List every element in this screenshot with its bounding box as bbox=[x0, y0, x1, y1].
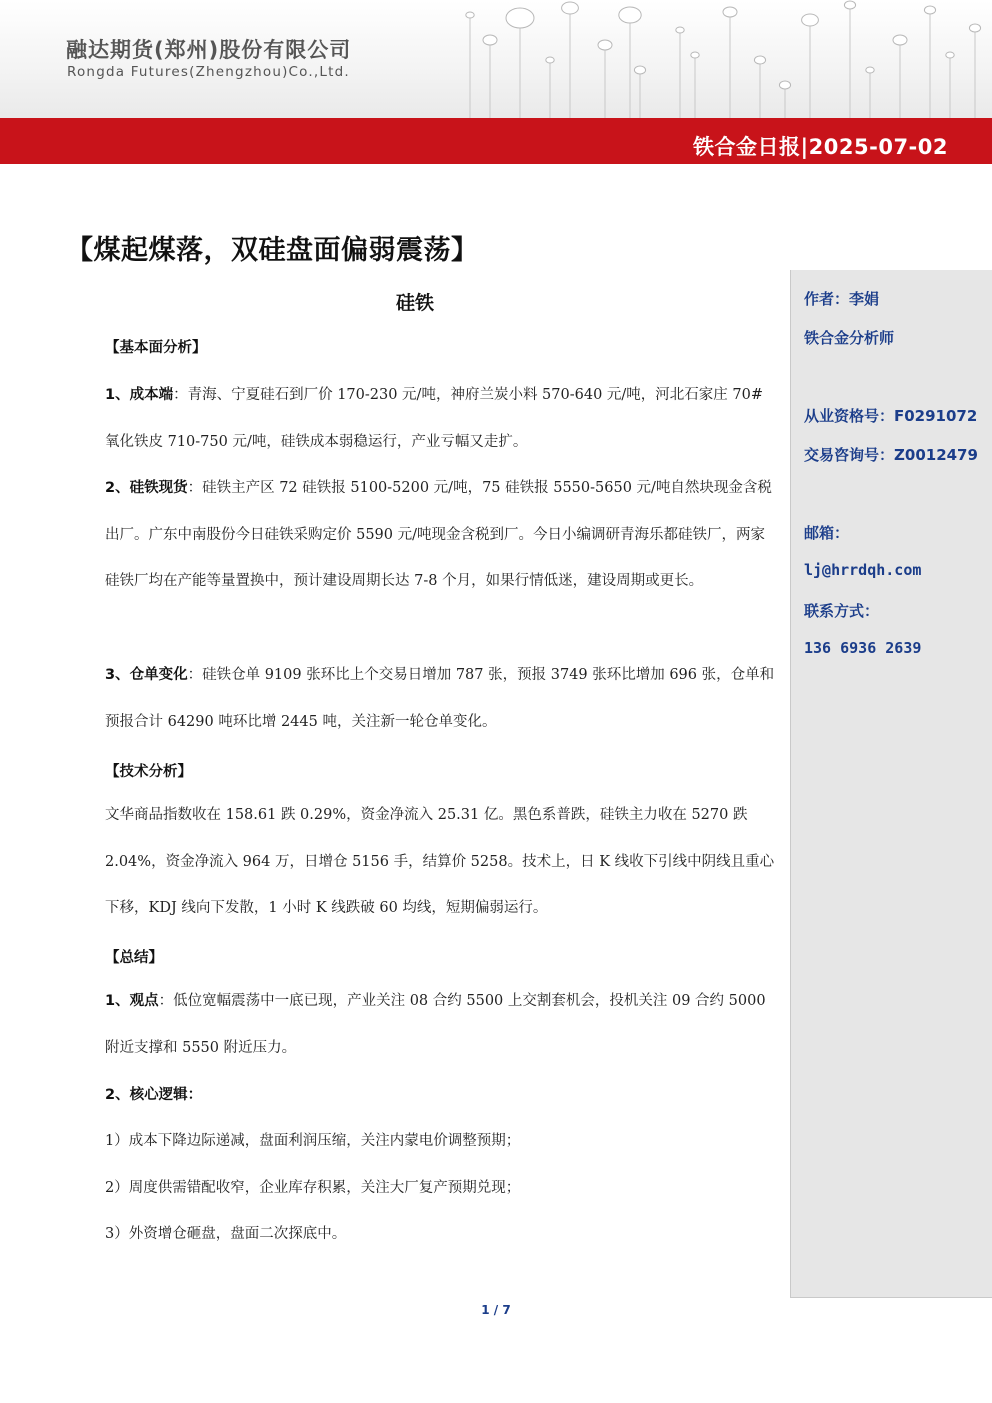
paragraph-text: ：青海、宁夏硅石到厂价 170-230 元/吨，神府兰炭小料 570-640 元/吨，河北石家庄 70#氧化铁皮 710-750 元/吨，硅铁成本弱稳运行，产业亏幅又走扩。 bbox=[105, 387, 764, 450]
paragraph-lead: 2、核心逻辑： bbox=[105, 1087, 203, 1103]
list-item: 3）外资增仓砸盘，盘面二次探底中。 bbox=[105, 1226, 347, 1242]
page-number: 1 / 7 bbox=[481, 1303, 511, 1317]
paragraph-logic-heading bbox=[67, 1072, 777, 1119]
paragraph-lead: 3、仓单变化 bbox=[105, 667, 188, 683]
paragraph-view bbox=[67, 978, 777, 1071]
paragraph-text: 文华商品指数收在 158.61 跌 0.29%，资金净流入 25.31 亿。黑色系普跌，硅铁主力收在 5270 跌 2.04%，资金净流入 964 万，日增仓 5156 手，结算价 5258。技术上，日 K 线收下引线中阴线且重心下移，KDJ 线向下发散，1 小时 K 线跌破 60 均线，短期偏弱运行。 bbox=[105, 807, 775, 916]
email-label: 邮箱： bbox=[804, 524, 850, 542]
section-heading-summary: 【总结】 bbox=[105, 950, 163, 966]
email-link[interactable]: lj@hrrdqh.com bbox=[804, 561, 922, 579]
contact-label: 联系方式： bbox=[804, 602, 880, 620]
article-subtitle: 硅铁 bbox=[396, 292, 435, 314]
logic-list bbox=[67, 1118, 777, 1258]
decorative-bubbles-graphic bbox=[430, 0, 992, 120]
paragraph-lead: 1、观点 bbox=[105, 993, 159, 1009]
paragraph-technical bbox=[67, 792, 777, 932]
consult-number: 交易咨询号：Z0012479 bbox=[804, 446, 978, 464]
paragraph-text: ：硅铁主产区 72 硅铁报 5100-5200 元/吨，75 硅铁报 5550-5650 元/吨自然块现金含税出厂。广东中南股份今日硅铁采购定价 5590 元/吨现金含税到厂。今日小编调研青海乐都硅铁厂，两家硅铁厂均在产能等量置换中，预计建设周期长达 7-8 个月，如果行情低迷，建设周期或更长。 bbox=[105, 480, 772, 589]
author-role: 铁合金分析师 bbox=[804, 329, 895, 347]
paragraph-spot bbox=[67, 465, 777, 605]
paragraph-warrant bbox=[67, 652, 777, 745]
list-item: 2）周度供需错配收窄，企业库存积累，关注大厂复产预期兑现； bbox=[105, 1179, 521, 1196]
list-item: 1）成本下降边际递减，盘面利润压缩，关注内蒙电价调整预期； bbox=[105, 1133, 521, 1149]
article-headline: 【煤起煤落，双硅盘面偏弱震荡】 bbox=[66, 235, 479, 266]
company-name-en: Rongda Futures(Zhengzhou)Co.,Ltd. bbox=[67, 64, 350, 80]
paragraph-lead: 2、硅铁现货 bbox=[105, 480, 188, 496]
paragraph-text: ：硅铁仓单 9109 张环比上个交易日增加 787 张，预报 3749 张环比增加 696 张，仓单和预报合计 64290 吨环比增 2445 吨，关注新一轮仓单变化。 bbox=[105, 667, 775, 730]
paragraph-cost bbox=[67, 372, 777, 465]
paragraph-lead: 1、成本端 bbox=[105, 387, 174, 403]
qualification-number: 从业资格号：F0291072 bbox=[804, 407, 978, 425]
report-title: 铁合金日报|2025-07-02 bbox=[693, 135, 948, 159]
author-sidebar bbox=[790, 270, 992, 1298]
section-heading-fundamental: 【基本面分析】 bbox=[105, 340, 207, 356]
company-name-cn: 融达期货(郑州)股份有限公司 bbox=[66, 38, 352, 62]
paragraph-text: ：低位宽幅震荡中一底已现，产业关注 08 合约 5500 上交割套机会，投机关注 09 合约 5000 附近支撑和 5550 附近压力。 bbox=[105, 993, 766, 1056]
section-heading-technical: 【技术分析】 bbox=[105, 764, 192, 780]
author-name: 作者：李娟 bbox=[804, 290, 880, 308]
phone-number: 136 6936 2639 bbox=[804, 639, 922, 657]
